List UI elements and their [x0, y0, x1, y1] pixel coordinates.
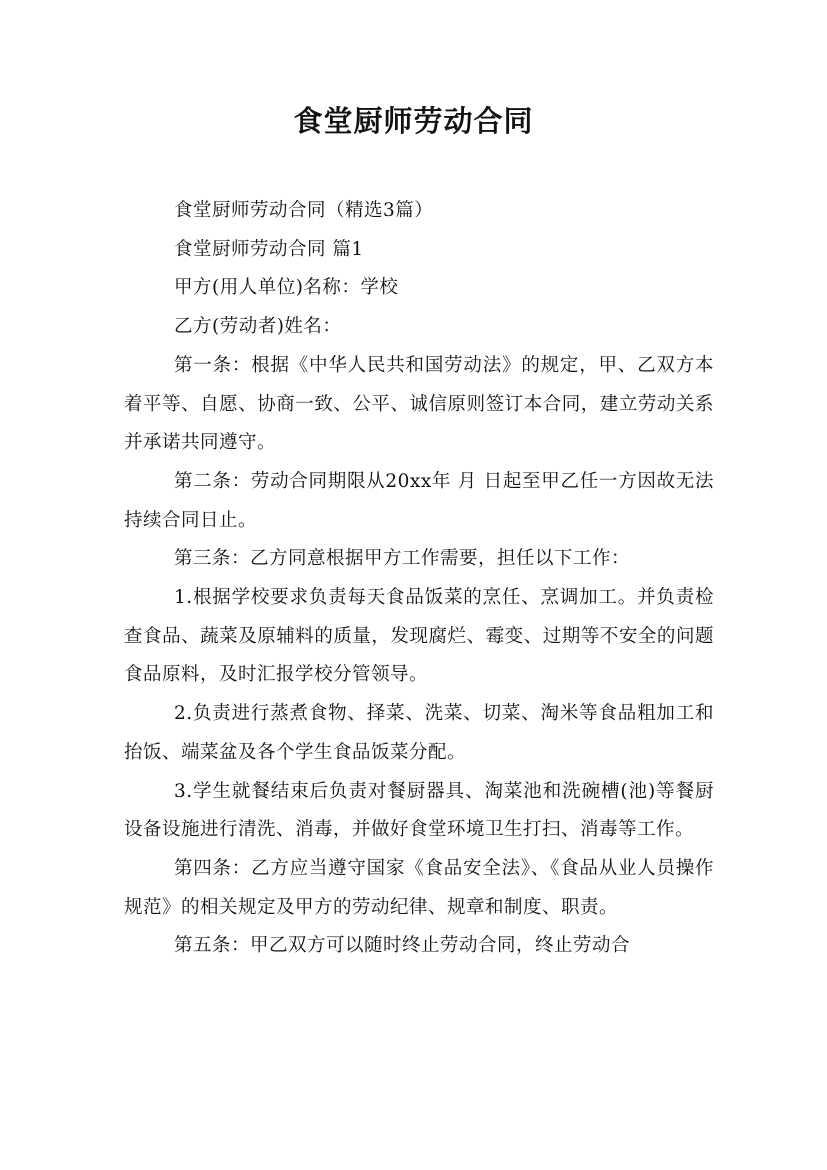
paragraph-duty-3: 3.学生就餐结束后负责对餐厨器具、淘菜池和洗碗槽(池)等餐厨设备设施进行清洗、消毒，并做好食堂环境卫生打扫、消毒等工作。	[124, 780, 714, 841]
paragraph-duty-1: 1.根据学校要求负责每天食品饭菜的烹任、烹调加工。并负责检查食品、蔬菜及原辅料的质量，发现腐烂、霉变、过期等不安全的问题食品原料，及时汇报学校分管领导。	[124, 587, 714, 686]
paragraph-article-1: 第一条：根据《中华人民共和国劳动法》的规定，甲、乙双方本着平等、自愿、协商一致、公平、诚信原则签订本合同，建立劳动关系并承诺共同遵守。	[124, 354, 714, 454]
document-title: 食堂厨师劳动合同	[293, 104, 534, 138]
paragraph-duty-2: 2.负责进行蒸煮食物、择菜、洗菜、切菜、淘米等食品粗加工和抬饭、端菜盆及各个学生食品饭菜分配。	[124, 703, 714, 763]
paragraph-section-heading: 食堂厨师劳动合同 篇1	[174, 238, 364, 260]
paragraph-article-4: 第四条：乙方应当遵守国家《食品安全法》、《食品从业人员操作规范》的相关规定及甲方的劳动纪律、规章和制度、职责。	[124, 857, 714, 918]
paragraph-article-3: 第三条：乙方同意根据甲方工作需要，担任以下工作：	[174, 548, 631, 570]
paragraph-article-2: 第二条：劳动合同期限从20xx年 月 日起至甲乙任一方因故无法持续合同日止。	[124, 470, 714, 531]
paragraph-subtitle: 食堂厨师劳动合同（精选3篇）	[174, 200, 434, 221]
paragraph-party-a: 甲方(用人单位)名称：学校	[174, 277, 399, 299]
paragraph-article-5: 第五条：甲乙双方可以随时终止劳动合同，终止劳动合	[174, 935, 631, 957]
document-body	[124, 192, 714, 966]
paragraph-party-b: 乙方(劳动者)姓名：	[174, 316, 342, 338]
